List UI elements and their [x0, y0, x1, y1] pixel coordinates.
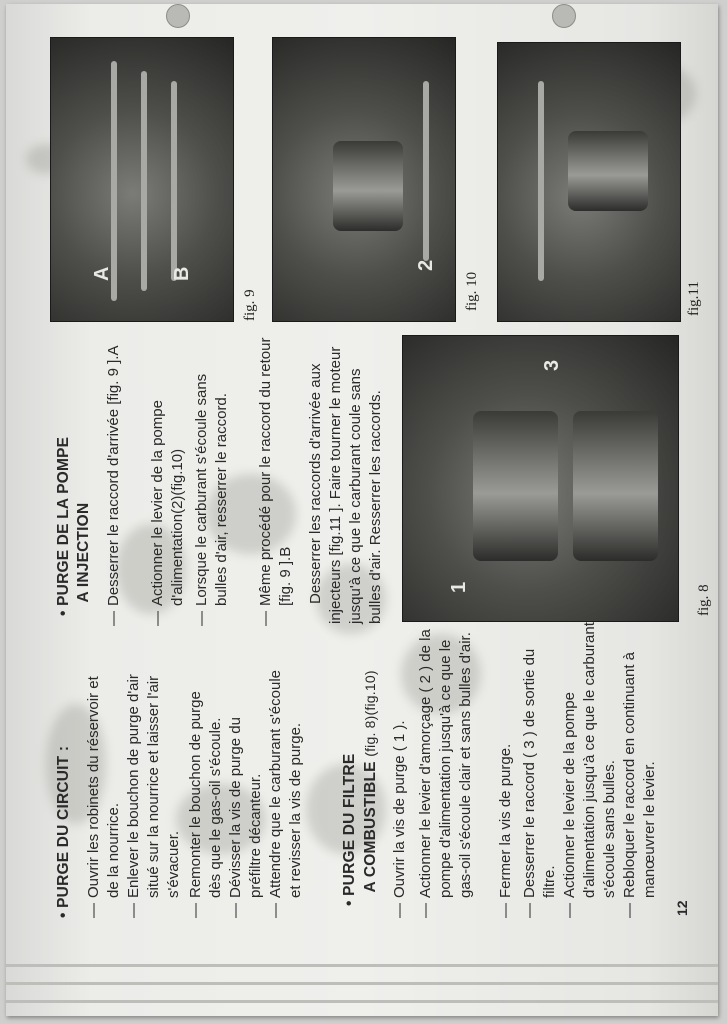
step-text: Même procédé pour le raccord du retour [fig. 9 ].B: [257, 337, 294, 606]
photo-fig10: [272, 37, 456, 322]
caption-fig9: fig. 9: [242, 289, 258, 321]
filtre-step-6: [620, 618, 660, 918]
pompe-step-4: [256, 336, 296, 626]
dash: —: [125, 903, 142, 918]
step-text: Ouvrir les robinets du réservoir et de la nourrice.: [85, 676, 122, 898]
bullet: •: [341, 895, 358, 906]
pompe-step-2: [148, 336, 188, 626]
document-page: [6, 4, 718, 1016]
pipe-shape: [111, 61, 117, 301]
filtre-step-5: [560, 618, 620, 918]
photo-fig11: [497, 42, 681, 322]
dash: —: [193, 611, 210, 626]
dash: —: [561, 903, 578, 918]
pompe-step-3: [192, 336, 232, 626]
step-text: Actionner le levier d'amorçage ( 2 ) de la pompe d'alimentation jusqu'à ce que le gas-oil s'écoule clair et sans bulles d'air.: [417, 629, 474, 898]
filtre-step-3: [496, 618, 516, 918]
pipe-shape: [538, 81, 544, 281]
dash: —: [521, 903, 538, 918]
circuit-step-3: [186, 666, 226, 918]
dash: —: [257, 611, 274, 626]
page-number: 12: [674, 900, 690, 916]
pompe-paragraph: Desserrer les raccords d'arrivée aux injecteurs [fig.11 ]. Faire tourner le moteur jusqu'à ce que le carburant coule sans bulles d'air. Resserrer les raccords.: [307, 346, 384, 624]
bullet: •: [55, 605, 72, 616]
step-text: Attendre que le carburant s'écoule et revisser la vis de purge.: [267, 669, 304, 898]
photo-fig9: [50, 37, 234, 322]
figure-reference: (fig. 8)(fig.10): [362, 670, 378, 757]
circuit-step-5: [266, 666, 306, 918]
injector-body: [568, 131, 648, 211]
filter-cylinder: [573, 411, 658, 561]
filtre-step-2: [416, 618, 476, 918]
step-text: Rebloquer le raccord en continuant à manœuvrer le levier.: [621, 652, 658, 898]
rotated-content: [6, 4, 718, 1016]
heading-text: PURGE DU CIRCUIT :: [55, 745, 72, 908]
heading-text: A INJECTION: [75, 502, 92, 603]
dash: —: [149, 611, 166, 626]
label-b: B: [171, 266, 193, 281]
label-a: A: [91, 266, 113, 281]
photo-fig8: [402, 335, 679, 622]
step-text: Fermer la vis de purge.: [497, 743, 514, 898]
step-text: Desserrer le raccord ( 3 ) de sortie du filtre.: [521, 648, 558, 898]
pump-body: [333, 141, 403, 231]
step-text: Desserrer le raccord d'arrivée [fig. 9 ].A: [105, 345, 122, 606]
dash: —: [187, 903, 204, 918]
dash: —: [85, 903, 102, 918]
dash: —: [497, 903, 514, 918]
step-text: Actionner le levier de la pompe d'alimentation(2)(fig.10): [149, 400, 186, 606]
pompe-step-1: [104, 336, 124, 626]
dash: —: [621, 903, 638, 918]
dash: —: [227, 903, 244, 918]
dash: —: [105, 611, 122, 626]
circuit-step-4: [226, 666, 266, 918]
heading-text: PURGE DU FILTRE: [341, 753, 358, 896]
label-3: 3: [541, 359, 563, 371]
step-text: Remonter le bouchon de purge dès que le gas-oil s'écoule.: [187, 691, 224, 898]
step-text: Actionner le levier de la pompe d'alimentation jusqu'à ce que le carburant s'écoule sans bulles.: [561, 622, 618, 898]
pipe-shape: [171, 81, 177, 281]
dash: —: [417, 903, 434, 918]
dash: —: [267, 903, 284, 918]
filter-cylinder: [473, 411, 558, 561]
filtre-step-4: [520, 618, 560, 918]
caption-fig11: fig.11: [686, 281, 702, 316]
label-2: 2: [415, 259, 437, 271]
circuit-step-2: [124, 666, 184, 918]
filtre-step-1: [390, 618, 410, 918]
caption-fig10: fig. 10: [464, 271, 480, 311]
heading-purge-filtre: [340, 606, 381, 906]
heading-purge-circuit: [54, 688, 74, 918]
pipe-shape: [141, 71, 147, 291]
circuit-step-1: [84, 666, 124, 918]
caption-fig8: fig. 8: [696, 584, 712, 616]
step-text: Dévisser la vis de purge du préfiltre décanteur.: [227, 717, 264, 898]
heading-text: PURGE DE LA POMPE: [55, 436, 72, 606]
pipe-shape: [423, 81, 429, 261]
heading-purge-pompe: [54, 336, 94, 616]
heading-text: A COMBUSTIBLE: [362, 761, 379, 893]
label-1: 1: [448, 581, 470, 593]
bullet: •: [55, 907, 72, 918]
step-text: Lorsque le carburant s'écoule sans bulles d'air, resserrer le raccord.: [193, 373, 230, 606]
step-text: Ouvrir la vis de purge ( 1 ).: [391, 720, 408, 898]
step-text: Enlever le bouchon de purge d'air situé sur la nourrice et laisser l'air s'évacuer.: [125, 674, 182, 898]
dash: —: [391, 903, 408, 918]
